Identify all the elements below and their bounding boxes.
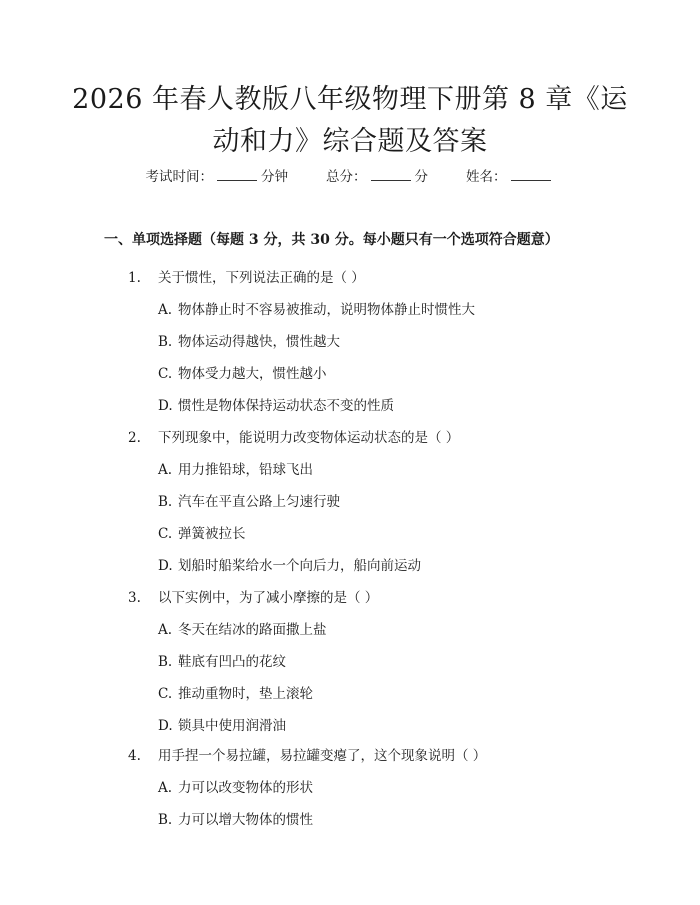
- total-score-unit: 分: [414, 169, 428, 185]
- question-2-option-a: [158, 459, 313, 481]
- question-number: 1.: [128, 270, 141, 286]
- question-1-option-b: [158, 331, 340, 353]
- option-text: 划船时船桨给水一个向后力，船向前运动: [178, 558, 421, 574]
- question-1-option-a: [158, 299, 475, 321]
- document-title-line-2: 动和力》综合题及答案: [212, 126, 488, 157]
- option-label: A.: [158, 462, 173, 478]
- option-label: A.: [158, 622, 173, 638]
- section-heading-single-choice: 一、单项选择题（每题 3 分，共 30 分。每小题只有一个选项符合题意）: [104, 232, 559, 248]
- question-4: [128, 745, 486, 767]
- question-text: 以下实例中，为了减小摩擦的是（ ）: [158, 590, 379, 606]
- option-text: 物体受力越大，惯性越小: [178, 366, 327, 382]
- option-text: 惯性是物体保持运动状态不变的性质: [178, 398, 394, 414]
- exam-time-label: 考试时间：: [145, 169, 213, 185]
- question-4-option-b: [158, 809, 313, 831]
- option-label: D.: [158, 558, 173, 574]
- option-label: B.: [158, 334, 173, 350]
- question-number: 4.: [128, 748, 141, 764]
- question-1: [128, 267, 365, 289]
- option-text: 推动重物时，垫上滚轮: [178, 686, 313, 702]
- question-1-option-c: [158, 363, 327, 385]
- option-label: B.: [158, 654, 173, 670]
- question-number: 2.: [128, 430, 141, 446]
- option-text: 力可以增大物体的惯性: [178, 812, 313, 828]
- exam-time-unit: 分钟: [261, 169, 288, 185]
- question-2-option-d: [158, 555, 421, 577]
- question-4-option-a: [158, 777, 313, 799]
- question-3-option-d: [158, 715, 286, 737]
- option-label: C.: [158, 366, 173, 382]
- option-label: D.: [158, 398, 173, 414]
- total-score-blank: [371, 166, 411, 181]
- student-name-blank: [511, 166, 551, 181]
- question-text: 关于惯性，下列说法正确的是（ ）: [158, 270, 365, 286]
- option-label: C.: [158, 526, 173, 542]
- total-score-field: [326, 166, 428, 188]
- exam-info-row: [0, 166, 700, 188]
- option-label: C.: [158, 686, 173, 702]
- student-name-label: 姓名：: [466, 169, 507, 185]
- exam-time-field: [146, 166, 289, 188]
- option-label: B.: [158, 494, 173, 510]
- option-text: 汽车在平直公路上匀速行驶: [178, 494, 340, 510]
- question-number: 3.: [128, 590, 141, 606]
- question-2-option-b: [158, 491, 340, 513]
- option-label: A.: [158, 302, 173, 318]
- student-name-field: [466, 166, 555, 188]
- question-3-option-a: [158, 619, 327, 641]
- question-1-option-d: [158, 395, 394, 417]
- question-text: 下列现象中，能说明力改变物体运动状态的是（ ）: [158, 430, 460, 446]
- option-label: B.: [158, 812, 173, 828]
- option-label: A.: [158, 780, 173, 796]
- total-score-label: 总分：: [326, 169, 367, 185]
- option-text: 物体静止时不容易被推动，说明物体静止时惯性大: [178, 302, 475, 318]
- option-text: 鞋底有凹凸的花纹: [178, 654, 286, 670]
- document-title-line-1: 2026 年春人教版八年级物理下册第 8 章《运: [72, 84, 628, 115]
- option-text: 用力推铅球，铅球飞出: [178, 462, 313, 478]
- question-text: 用手捏一个易拉罐，易拉罐变瘪了，这个现象说明（ ）: [158, 748, 487, 764]
- option-text: 物体运动得越快，惯性越大: [178, 334, 340, 350]
- question-2-option-c: [158, 523, 246, 545]
- option-text: 冬天在结冰的路面撒上盐: [178, 622, 327, 638]
- option-label: D.: [158, 718, 173, 734]
- question-3: [128, 587, 378, 609]
- question-2: [128, 427, 459, 449]
- question-3-option-c: [158, 683, 313, 705]
- question-3-option-b: [158, 651, 286, 673]
- option-text: 锁具中使用润滑油: [178, 718, 286, 734]
- option-text: 力可以改变物体的形状: [178, 780, 313, 796]
- exam-time-blank: [217, 166, 257, 181]
- option-text: 弹簧被拉长: [178, 526, 246, 542]
